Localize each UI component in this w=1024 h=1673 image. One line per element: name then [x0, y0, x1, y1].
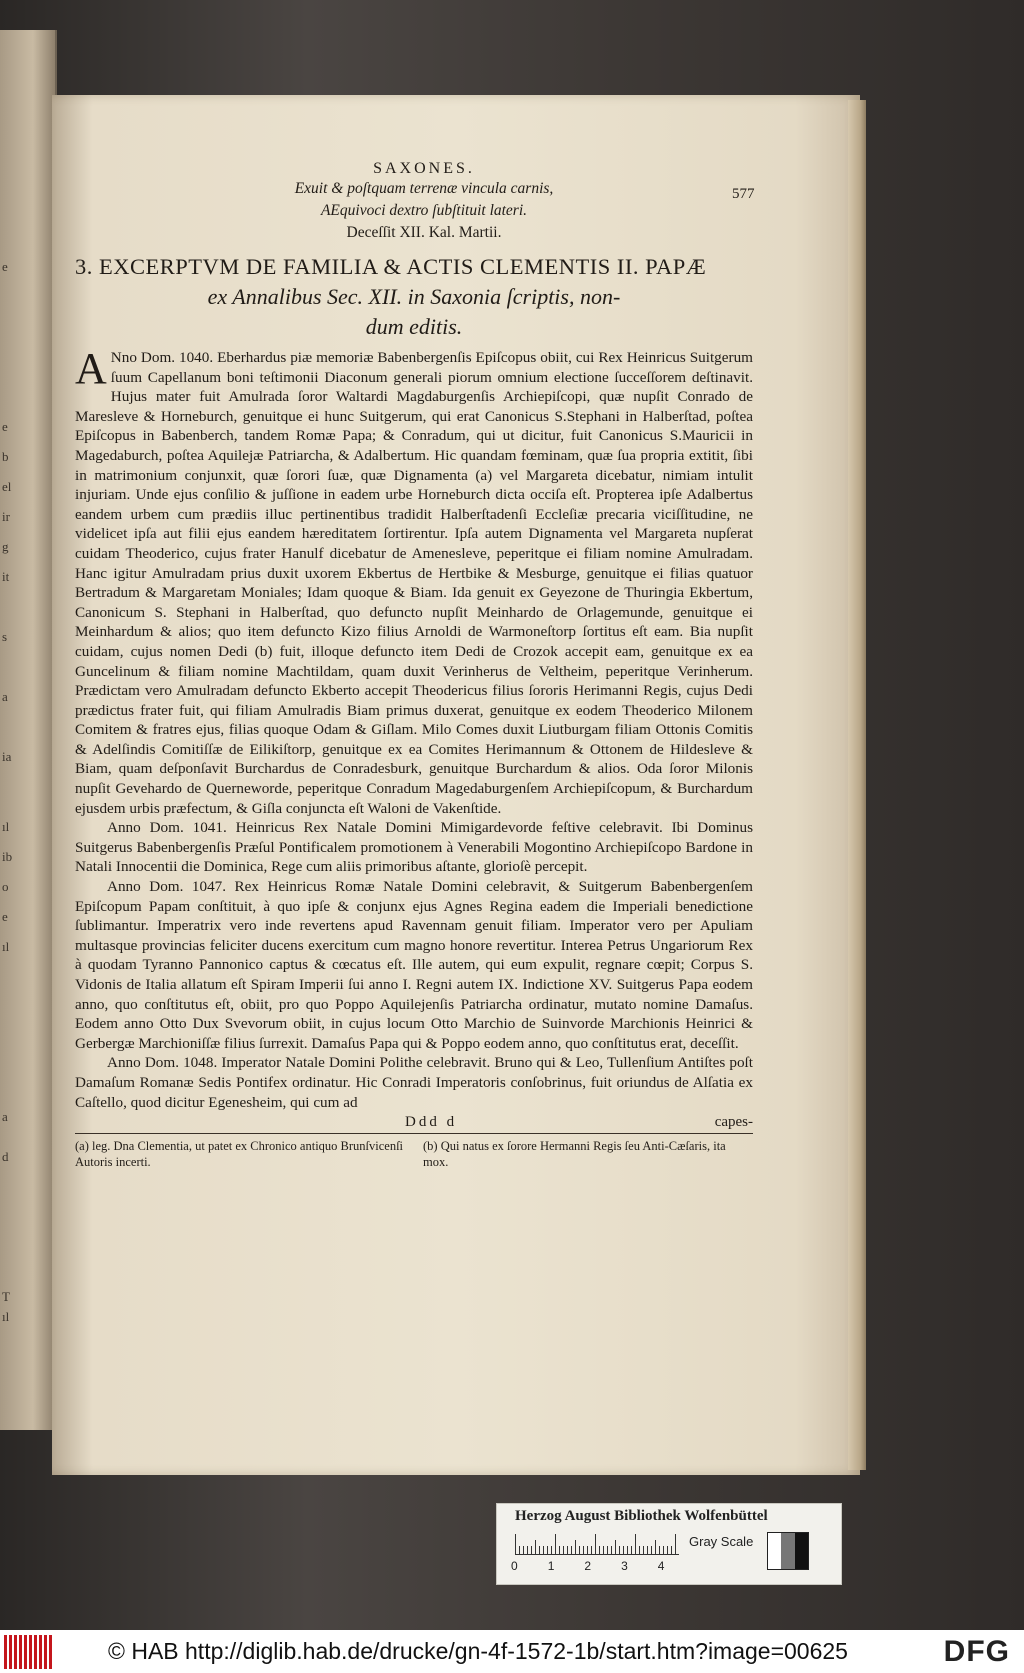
ruler-tick	[627, 1546, 628, 1554]
ruler-tick	[559, 1546, 560, 1554]
scale-ruler	[515, 1532, 679, 1555]
epitaph-line-3: Deceſſit XII. Kal. Martii.	[346, 224, 502, 241]
scale-number: 1	[547, 1559, 555, 1573]
gray-scale-label: Gray Scale	[689, 1534, 754, 1549]
ruler-tick	[659, 1546, 660, 1554]
signature-mark: Ddd d	[405, 1114, 458, 1131]
scale-number: 3	[621, 1559, 628, 1573]
ruler-tick	[519, 1546, 520, 1554]
subtitle-line-1: ex Annalibus Sec. XII. in Saxonia ſcriptis, non-	[207, 284, 621, 309]
ruler-tick	[599, 1546, 600, 1554]
page-number: 577	[732, 186, 755, 202]
ruler-tick	[539, 1546, 540, 1554]
signature-row	[75, 1114, 753, 1134]
viewer-footer	[0, 1630, 1024, 1673]
epitaph-line-2: AEquivoci dextro ſubſtituit lateri.	[320, 202, 528, 219]
ruler-tick	[595, 1534, 596, 1554]
ruler-tick	[591, 1546, 592, 1554]
ruler-tick	[615, 1540, 616, 1554]
library-name: Herzog August Bibliothek Wolfenbüttel	[515, 1508, 768, 1524]
ruler-tick	[603, 1546, 604, 1554]
ruler-tick	[651, 1546, 652, 1554]
scale-number: 0	[511, 1559, 518, 1573]
ruler-tick	[663, 1546, 664, 1554]
ruler-tick	[547, 1546, 548, 1554]
ruler-tick	[543, 1546, 544, 1554]
paragraph-1048: Anno Dom. 1048. Imperator Natale Domini Polithe celebravit. Bruno qui & Leo, Tullenſium Antiſtes poſt Damaſum Romanæ Sedis Pontifex ordinatur. Hic Conradi Imperatoris conſobrinus, fuit oriundus de Alſatia ex Caſtello, quod dicitur Egenesheim, qui cum ad	[75, 1054, 753, 1111]
ruler-tick	[527, 1546, 528, 1554]
paragraph-1040-text: Nno Dom. 1040. Eberhardus piæ memoriæ Babenbergenſis Epiſcopus obiit, cui Rex Heinricus Suitgerum ſuum Capellanum boni teſtimonii Diaconum generali piorum omnium electione ſucceſſorem deſtinavit. Hujus mater fuit Amulrada ſoror Waltardi Magdaburgenſis Archiepiſcopi, quæ nupſit Conrado de Maresleve & Horneburch, genuitque ei hunc Suitgerum, qui erat Canonicus S.Stephani in Halberſtad, poſtea Epiſcopus in Babenberch, tandem Romæ Papa; & Conradum, qui ut dicitur, fuit Canonicus S.Mauricii in Magedaburch, poſtea Aquilejæ Patriarcha, & Adalbertum. Hic quandam fœminam, quæ ſua propria extitit, ſibi in matrimonium conjunxit, quæ ſorori ſuæ, quæ Dignamenta (a) vel Margareta dicebatur, nimiam intulit injuriam. Unde ejus conſilio & juſſione in eadem urbe Horneburch dicta occiſa eſt. Propterea ipſe Adalbertus eandem urbem cum prædiis illuc pertinentibus tradidit Halberſtadenſi Eccleſiæ precaria viciſſitudine, ne videlicet ipſa aut filii ejus eandem hæreditatem ſortirentur. Ipſa autem Dignamenta vel Margareta nupſerat cuidam Theoderico, cujus frater Hanulf dicebatur de Amenesleve, peperitque ei filiam nomine Amulradam. Hanc igitur Amulradam prius duxit uxorem Ekbertus de Hertbike & Mesburge, genuitque ei filias quatuor Bertradum & Margaretam Moniales; Idam quoque & Biam. Ida genuit ex Geyezone de Thuringia Ekbertum, Canonicum S. Stephani in Halberſtad, quo defuncto nupſit Meinhardo de Orlagemunde, genuitque ei Meinhardum & alios; quo item defuncto Kizo filius Arnoldi de Warmoneſtorp ſortitus eſt eam. Bia nupſit cuidam, cujus nomen Dedi (b) fuit, illoque defuncto item Dedi de Crozok accepit eam, genuitque ex ea Guncelinum & filiam nomine Machtildam, quam duxit Verinherus de Veltheim, peperitque Verinherum. Prædictam vero Amulradam defuncto Ekberto accepit Theodericus filius ſororis Herimanni Regis, cujus Dedi prædictus frater fuit, qui filiam Amulradis Biam primus duxerat, genuitque ex eodem Theoderico Milonem Comitem & fratres ejus, filias quoque Odam & Giſlam. Milo Comes duxit Liutburgam filiam Ottonis Comitis & Adelſindis Comitiſſæ de Eilikiſtorp, genuitque ex ea Comites Herimannum & Ottonem de Hildesleve & Biam, quam deſponſavit Burchardus de Conradesburk, genuitque Burchardum & alios. Oda ſoror Milonis nupſit Gevehardo de Querneworde, peperitque Conradum Magedaburgenſem Archiepiſcopum, & Burchardum ejusdem urbis præfectum, & Giſla conjuncta eſt Waloni de Vakenſtide.	[75, 349, 753, 817]
color-target-card	[496, 1503, 842, 1585]
catchword: capes-	[714, 1114, 753, 1131]
body-text	[75, 344, 753, 1112]
dfg-logo: DFG	[943, 1634, 1010, 1668]
scale-number: 4	[657, 1559, 665, 1573]
scale-number: 2	[584, 1559, 592, 1573]
ruler-tick	[675, 1534, 676, 1554]
ruler-tick	[531, 1546, 532, 1554]
ruler-tick	[647, 1546, 648, 1554]
running-head: SAXONES.	[373, 160, 475, 177]
source-url-link[interactable]: © HAB http://diglib.hab.de/drucke/gn-4f-1572-1b/start.htm?image=00625	[108, 1638, 848, 1664]
ruler-tick	[635, 1534, 636, 1554]
ruler-tick	[571, 1546, 572, 1554]
chapter-subtitle	[75, 282, 753, 342]
hab-logo-icon	[4, 1635, 60, 1669]
ruler-tick	[551, 1546, 552, 1554]
ruler-tick	[623, 1546, 624, 1554]
ruler-tick	[655, 1540, 656, 1554]
drop-cap: A	[75, 344, 107, 393]
ruler-tick	[563, 1546, 564, 1554]
ruler-tick	[575, 1540, 576, 1554]
epitaph-line-1: Exuit & poſtquam terrenæ vincula carnis,	[294, 180, 554, 197]
ruler-tick	[567, 1546, 568, 1554]
gray-swatch	[767, 1532, 809, 1570]
paragraph-1040	[75, 344, 753, 818]
ruler-tick	[631, 1546, 632, 1554]
left-page-edge: e e b el ir g it s a ia ıl ib o e ıl a d T ıl	[0, 30, 57, 1430]
ruler-tick	[535, 1540, 536, 1554]
subtitle-line-2: dum editis.	[365, 314, 463, 339]
footnotes	[75, 1138, 753, 1170]
page-content	[75, 160, 753, 1170]
ruler-tick	[643, 1546, 644, 1554]
ruler-tick	[607, 1546, 608, 1554]
page-fore-edge	[848, 100, 866, 1470]
ruler-tick	[555, 1534, 556, 1554]
ruler-tick	[671, 1546, 672, 1554]
ruler-tick	[639, 1546, 640, 1554]
ruler-tick	[579, 1546, 580, 1554]
ruler-tick	[611, 1546, 612, 1554]
scale-numbers	[511, 1559, 664, 1573]
ruler-tick	[515, 1534, 516, 1554]
paragraph-1047: Anno Dom. 1047. Rex Heinricus Romæ Natale Domini celebravit, & Suitgerum Babenbergenſem Epiſcopum Papam conſtituit, à quo ipſe & conjunx ejus Agnes Regina eadem die Imperiali benedictione ſublimantur. Imperatrix vero inde revertens apud Ravennam genuit filiam. Imperator vero per Apuliam multasque provincias feliciter ducens exercitum cum magno honore revertitur. Interea Petrus Ungariorum Rex à quodam Tyranno Pannonico captus & cœcatus eſt. Ille autem, qui eum expulit, regnare cœpit; Corpus S. Vidonis de Italia allatum eſt Spiram Imperii ſui anno I. Regni autem IX. Indictione XV. Suitgerus Papa eodem anno, quo conſtitutus eſt, obiit, pro quo Poppo Aquilejenſis Patriarcha ordinatur, mutato nomine Damaſus. Eodem anno Otto Dux Svevorum obiit, in cujus locum Otto Marchio de Suinvorde Marchionis Heinrici & Gerbergæ Marchioniſſæ filius ſurrexit. Damaſus Papa qui & Poppo eodem anno, quo conſtitutus erat, deceſſit.	[75, 878, 753, 1052]
paragraph-1041: Anno Dom. 1041. Heinricus Rex Natale Domini Mimigardevorde feſtive celebravit. Ibi Dominus Suitgerus Babenbergenſis Præſul Pontificalem promotionem à Venerabili Mogontino Archiepiſcopo Bardone in Natali Innocentii die Dominica, Rege cum aliis primoribus aſtante, glorioſè percepit.	[75, 819, 753, 876]
ruler-tick	[583, 1546, 584, 1554]
ruler-tick	[523, 1546, 524, 1554]
ruler-tick	[587, 1546, 588, 1554]
footnote-a: (a) leg. Dna Clementia, ut patet ex Chronico antiquo Brunſvicenſi Autoris incerti.	[75, 1139, 404, 1170]
ruler-tick	[667, 1546, 668, 1554]
ruler-tick	[619, 1546, 620, 1554]
chapter-title: 3. EXCERPTVM DE FAMILIA & ACTIS CLEMENTIS II. PAPÆ	[75, 254, 707, 279]
footnote-b: (b) Qui natus ex ſorore Hermanni Regis ſeu Anti-Cæſaris, ita mox.	[423, 1139, 726, 1170]
